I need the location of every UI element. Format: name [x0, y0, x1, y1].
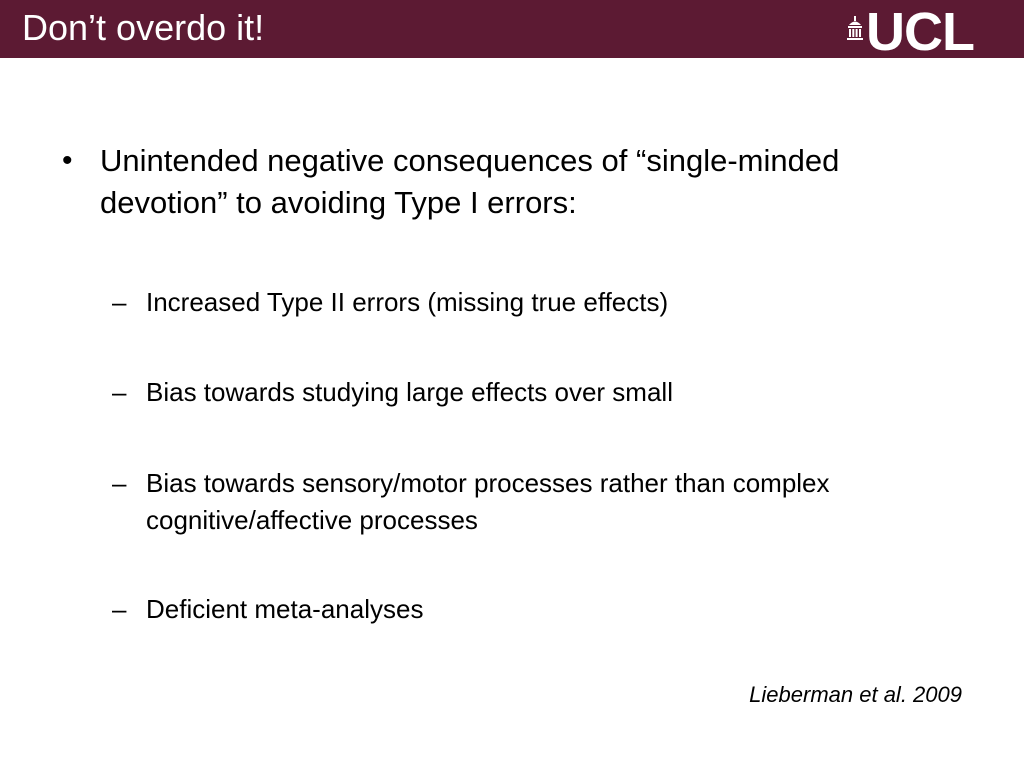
bullet-mark: •	[62, 144, 73, 177]
dash-mark: –	[112, 377, 127, 407]
dash-mark: –	[112, 468, 127, 498]
logo-text: UCL	[866, 2, 974, 62]
slide-title: Don’t overdo it!	[22, 7, 265, 48]
main-bullet-text: Unintended negative consequences of “single-minded devotion” to avoiding Type I errors:	[100, 143, 840, 220]
sub-item-text: Bias towards sensory/motor processes rather than complex cognitive/affective processes	[146, 468, 830, 535]
dash-mark: –	[112, 594, 127, 624]
citation: Lieberman et al. 2009	[749, 682, 962, 707]
sub-item-text: Bias towards studying large effects over small	[146, 377, 673, 407]
sub-item-text: Deficient meta-analyses	[146, 594, 424, 624]
dash-mark: –	[112, 287, 127, 317]
sub-item-text: Increased Type II errors (missing true effects)	[146, 287, 669, 317]
